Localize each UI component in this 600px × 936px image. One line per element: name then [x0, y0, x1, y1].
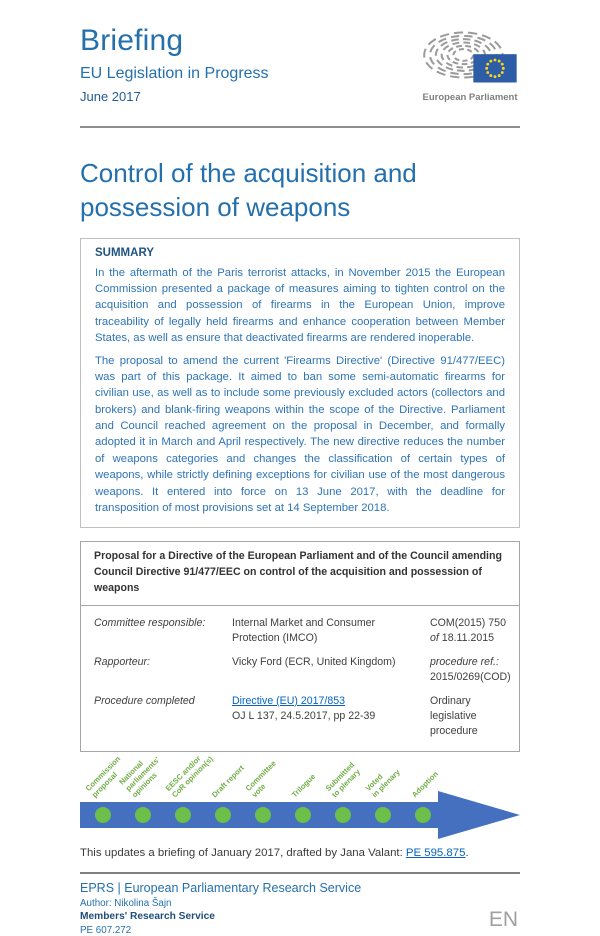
procedure-completed-label: Procedure completed [94, 695, 195, 708]
timeline-stage-label: Trilogue [289, 772, 318, 800]
legislative-timeline [80, 754, 520, 842]
footer-service: EPRS | European Parliamentary Research Service [80, 881, 362, 896]
proposal-box [80, 541, 520, 752]
oj-reference: OJ L 137, 24.5.2017, pp 22-39 [232, 710, 376, 723]
series-title: EU Legislation in Progress [80, 65, 269, 82]
timeline-stage-label: Submitted to plenary [323, 760, 362, 800]
rapporteur-label: Rapporteur: [94, 655, 150, 668]
timeline-stage-label: Commission proposal [83, 754, 123, 800]
timeline-stage-label: Committee vote [243, 759, 278, 800]
update-note-period: . [465, 847, 469, 860]
com-date: 18.11.2015 [441, 631, 495, 644]
com-number: COM(2015) 750 [430, 616, 506, 629]
summary-paragraph-1: In the aftermath of the Paris terrorist attacks, in November 2015 the European Commission presented a package of measures aiming to tighten control on the acquisition and possession of firearms in the European Union, improve traceability of legally held firearms and enhance cooperation between Member States, as well as ensure that deactivated firearms are rendered inoperable. [95, 266, 505, 345]
timeline-stage-label: Draft report [209, 763, 246, 800]
com-reference [430, 616, 511, 646]
hemicycle-eu-flag-icon [420, 24, 520, 86]
european-parliament-logo [420, 24, 520, 103]
timeline-stage-label: Adoption [409, 769, 440, 800]
footer-divider [80, 872, 520, 874]
committee-value: Internal Market and Consumer Protection (IMCO) [232, 616, 376, 644]
timeline-arrow-head-icon [438, 791, 520, 839]
proposal-title: Proposal for a Directive of the European Parliament and of the Council amending Council Directive 91/477/EEC on control of the acquisition and possession of weapons [81, 542, 519, 606]
footer-author: Author: Nikolina Šajn [80, 898, 172, 910]
procedure-reference [430, 655, 511, 685]
procedure-type: Ordinary legislative procedure [430, 695, 478, 738]
committee-label: Committee responsible: [94, 616, 206, 629]
com-of: of [430, 631, 439, 644]
directive-cell [232, 694, 422, 739]
timeline-stage-label: National parliaments' opinions [117, 755, 162, 800]
procedure-ref-label: procedure ref.: [430, 655, 499, 668]
update-note [80, 847, 520, 859]
language-badge: EN [488, 908, 518, 932]
directive-link[interactable]: Directive (EU) 2017/853 [232, 695, 346, 708]
page-title: Control of the acquisition and possession of weapons [80, 158, 417, 223]
update-note-text: This updates a briefing of January 2017, drafted by Jana Valant: [80, 847, 406, 860]
proposal-table [81, 606, 519, 751]
footer-unit: Members' Research Service [80, 911, 215, 923]
brand-title: Briefing [80, 24, 184, 57]
summary-box [80, 238, 520, 529]
summary-paragraph-2: The proposal to amend the current 'Firearms Directive' (Directive 91/477/EEC) was part of this package. It aimed to ban some semi-automatic firearms for civilian use, as well as to include some previously excluded actors (collectors and brokers) and blank-firing weapons within the scope of the Directive. Parliament and Council reached agreement on the proposal in December, and formally adopted it in March and April respectively. The new directive reduces the number of weapons categories and changes the classification of certain types of weapons, while strictly defining exceptions for civilian use of the most dangerous weapons. It entered into force on 13 June 2017, with the deadline for transposition of most provisions set at 14 September 2018. [95, 354, 505, 514]
previous-briefing-link[interactable]: PE 595.875 [405, 847, 466, 860]
rapporteur-value: Vicky Ford (ECR, United Kingdom) [232, 655, 396, 668]
header-date: June 2017 [80, 89, 141, 104]
header [80, 24, 520, 116]
eu-flag-icon [473, 54, 516, 82]
header-divider [80, 126, 520, 128]
footer [80, 881, 520, 936]
summary-heading: SUMMARY [95, 246, 154, 259]
footer-pe-number: PE 607.272 [80, 925, 132, 936]
timeline-stage-label: Voted in plenary [363, 767, 402, 800]
logo-caption: European Parliament [422, 92, 518, 103]
timeline-stage-label: EESC and/or CoR opinion(s) [163, 754, 215, 800]
procedure-ref-value: 2015/0269(COD) [430, 671, 511, 684]
